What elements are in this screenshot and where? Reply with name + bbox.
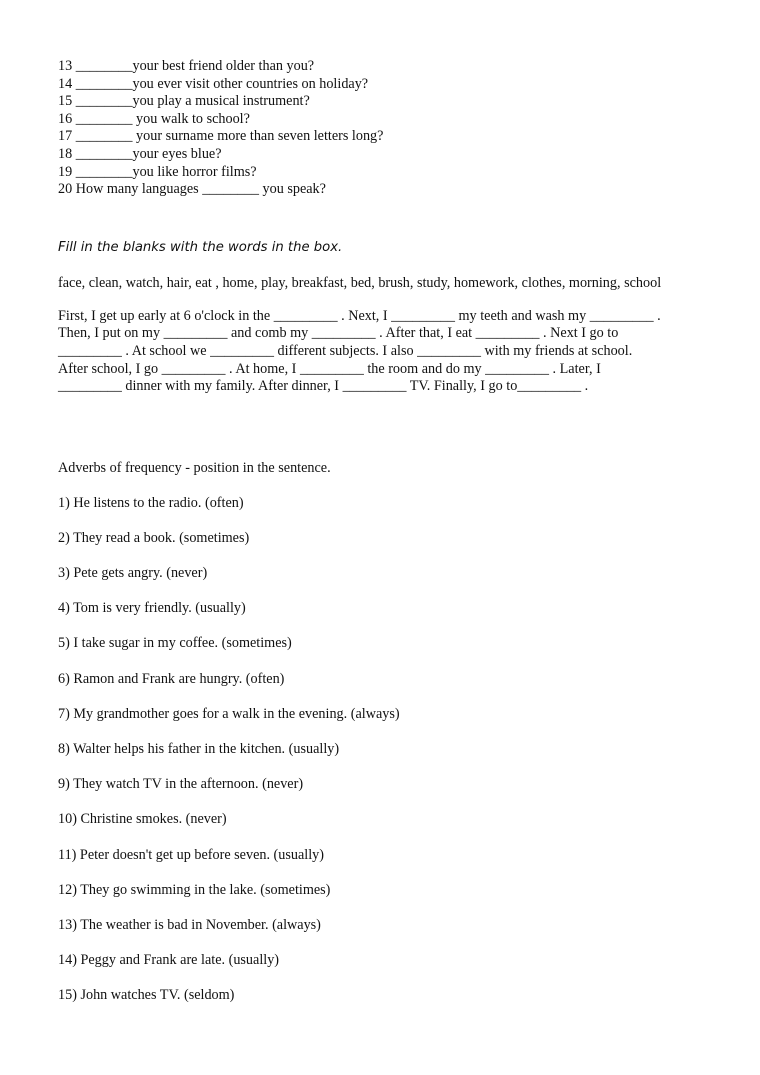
word-box: face, clean, watch, hair, eat , home, play, breakfast, bed, brush, study, homework, clothes, morning, school	[58, 274, 662, 291]
exercise-item: 2) They read a book. (sometimes)	[58, 529, 250, 546]
exercise-item: 10) Christine smokes. (never)	[58, 811, 227, 828]
exercise-item: 15) John watches TV. (seldom)	[58, 987, 235, 1004]
exercise-item: 3) Pete gets angry. (never)	[58, 565, 208, 582]
exercise-item: 11) Peter doesn't get up before seven. (usually)	[58, 846, 324, 863]
exercise-item: 13) The weather is bad in November. (always)	[58, 916, 321, 933]
paragraph-line: Then, I put on my _________ and comb my _________ . After that, I eat _________ . Next I go to	[58, 325, 619, 342]
question-line: 15 ________you play a musical instrument?	[58, 93, 310, 110]
paragraph-line: _________ . At school we _________ different subjects. I also _________ with my friends at school.	[58, 342, 633, 359]
exercise-item: 12) They go swimming in the lake. (sometimes)	[58, 881, 331, 898]
question-line: 14 ________you ever visit other countries on holiday?	[58, 75, 369, 92]
exercise-item: 14) Peggy and Frank are late. (usually)	[58, 952, 280, 969]
paragraph-line: First, I get up early at 6 o'clock in the _________ . Next, I _________ my teeth and wash my _________ .	[58, 307, 661, 324]
question-line: 17 ________ your surname more than seven letters long?	[58, 128, 384, 145]
exercise-item: 5) I take sugar in my coffee. (sometimes)	[58, 635, 292, 652]
question-line: 13 ________your best friend older than you?	[58, 58, 315, 74]
fill-instruction: Fill in the blanks with the words in the box.	[58, 239, 343, 255]
exercise-item: 9) They watch TV in the afternoon. (never)	[58, 776, 304, 793]
exercise-item: 8) Walter helps his father in the kitchen. (usually)	[58, 741, 340, 758]
adverbs-title: Adverbs of frequency - position in the sentence.	[58, 459, 331, 476]
question-line: 20 How many languages ________ you speak?	[58, 181, 326, 198]
adverbs-exercise-list	[58, 494, 728, 1022]
paragraph-line: _________ dinner with my family. After dinner, I _________ TV. Finally, I go to_________ .	[58, 378, 589, 395]
exercise-item: 4) Tom is very friendly. (usually)	[58, 600, 246, 617]
paragraph-line: After school, I go _________ . At home, I _________ the room and do my _________ . Later, I	[58, 360, 601, 377]
question-line: 16 ________ you walk to school?	[58, 110, 250, 127]
gap-fill-paragraph	[58, 308, 728, 396]
question-line: 19 ________you like horror films?	[58, 163, 257, 180]
question-line: 18 ________your eyes blue?	[58, 145, 222, 162]
exercise-item: 1) He listens to the radio. (often)	[58, 494, 244, 511]
exercise-item: 6) Ramon and Frank are hungry. (often)	[58, 670, 285, 687]
question-list	[58, 58, 728, 199]
worksheet-page	[58, 58, 728, 1022]
exercise-item: 7) My grandmother goes for a walk in the evening. (always)	[58, 705, 400, 722]
